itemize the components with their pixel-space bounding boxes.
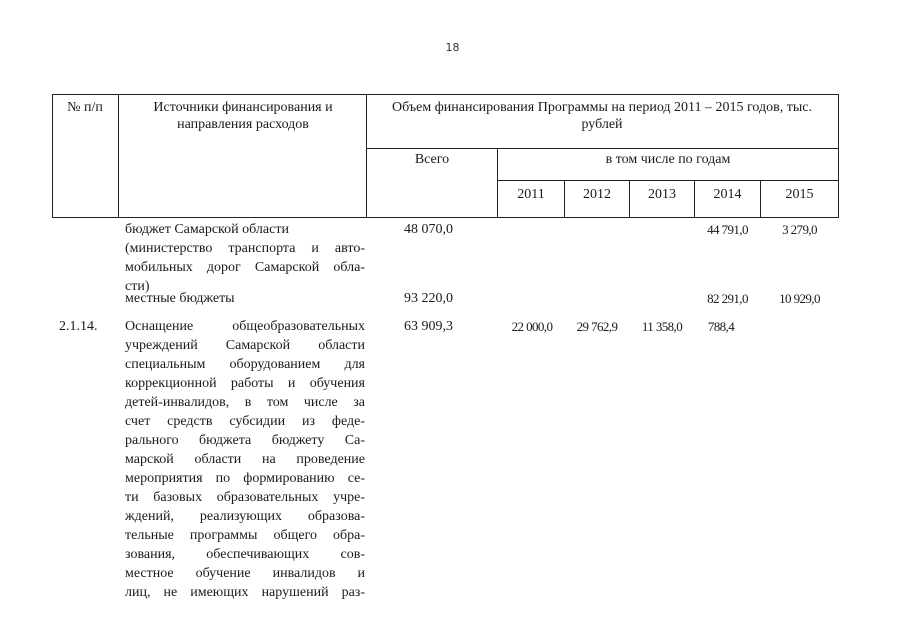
header-year-2012: 2012 — [583, 187, 611, 202]
row-3-number: 2.1.14. — [59, 319, 98, 334]
header-volume-divider — [366, 148, 838, 149]
row-3-year-2012: 29 762,9 — [576, 319, 618, 334]
row-3-source-line-1: Оснащение общеобразовательных — [125, 319, 365, 334]
row-3-source-line-5: детей-инвалидов, в том числе за — [125, 395, 365, 410]
row-2-year-2014: 82 291,0 — [707, 291, 748, 306]
header-col-divider-2 — [366, 94, 367, 218]
row-1-total: 48 070,0 — [404, 222, 453, 237]
row-2-total: 93 220,0 — [404, 291, 453, 306]
row-3-year-2013: 11 358,0 — [641, 319, 683, 334]
row-3-year-2011: 22 000,0 — [511, 319, 553, 334]
page-number: 18 — [445, 41, 460, 54]
header-bottom-border — [52, 217, 838, 218]
row-3-total: 63 909,3 — [404, 319, 453, 334]
row-1-year-2014: 44 791,0 — [707, 222, 748, 237]
row-1-source-line-4: сти) — [125, 279, 150, 294]
row-2-source-line-1: местные бюджеты — [125, 291, 235, 306]
row-3-source-line-6: счет средств субсидии из феде- — [125, 414, 365, 429]
header-no: № п/п — [67, 100, 103, 115]
header-year-2015: 2015 — [785, 187, 814, 202]
header-total: Всего — [414, 152, 450, 167]
header-top-border — [52, 94, 838, 95]
header-year-2011: 2011 — [517, 187, 545, 202]
row-3-source-line-10: ти базовых образовательных учре- — [125, 490, 365, 505]
header-year-2014: 2014 — [713, 187, 742, 202]
header-volume: Объем финансирования Программы на период 2011 – 2015 годов, тыс. рублей — [392, 100, 812, 132]
row-3-source-line-8: марской области на проведение — [125, 452, 365, 467]
row-3-source-line-13: зования, обеспечивающих сов- — [125, 547, 365, 562]
row-3-source-line-12: тельные программы общего обра- — [125, 528, 365, 543]
row-1-source-line-1: бюджет Самарской области — [125, 222, 289, 237]
row-3-year-2014: 788,4 — [707, 319, 735, 334]
row-3-source-line-14: местное обучение инвалидов и — [125, 566, 365, 581]
row-1-year-2015: 3 279,0 — [782, 222, 817, 237]
header-years-divider — [497, 180, 838, 181]
row-3-source-line-3: специальным оборудованием для — [125, 357, 365, 372]
row-1-source-line-2: (министерство транспорта и авто- — [125, 241, 365, 256]
header-right-border — [838, 94, 839, 218]
row-1-source-line-3: мобильных дорог Самарской обла- — [125, 260, 365, 275]
row-2-year-2015: 10 929,0 — [779, 291, 820, 306]
row-3-source-line-9: мероприятия по формированию се- — [125, 471, 365, 486]
row-3-source-line-11: ждений, реализующих образова- — [125, 509, 365, 524]
header-col-divider-3 — [497, 148, 498, 218]
row-3-source-line-7: рального бюджета бюджету Са- — [125, 433, 365, 448]
row-3-source-line-4: коррекционной работы и обучения — [125, 376, 365, 391]
header-source: Источники финансирования и направления расходов — [153, 100, 333, 132]
header-year-2013: 2013 — [648, 187, 676, 202]
header-col-divider-1 — [118, 94, 119, 218]
header-left-border — [52, 94, 53, 218]
header-by-years: в том числе по годам — [605, 152, 731, 167]
row-3-source-line-2: учреждений Самарской области — [125, 338, 365, 353]
row-3-source-line-15: лиц, не имеющих нарушений раз- — [125, 585, 365, 600]
